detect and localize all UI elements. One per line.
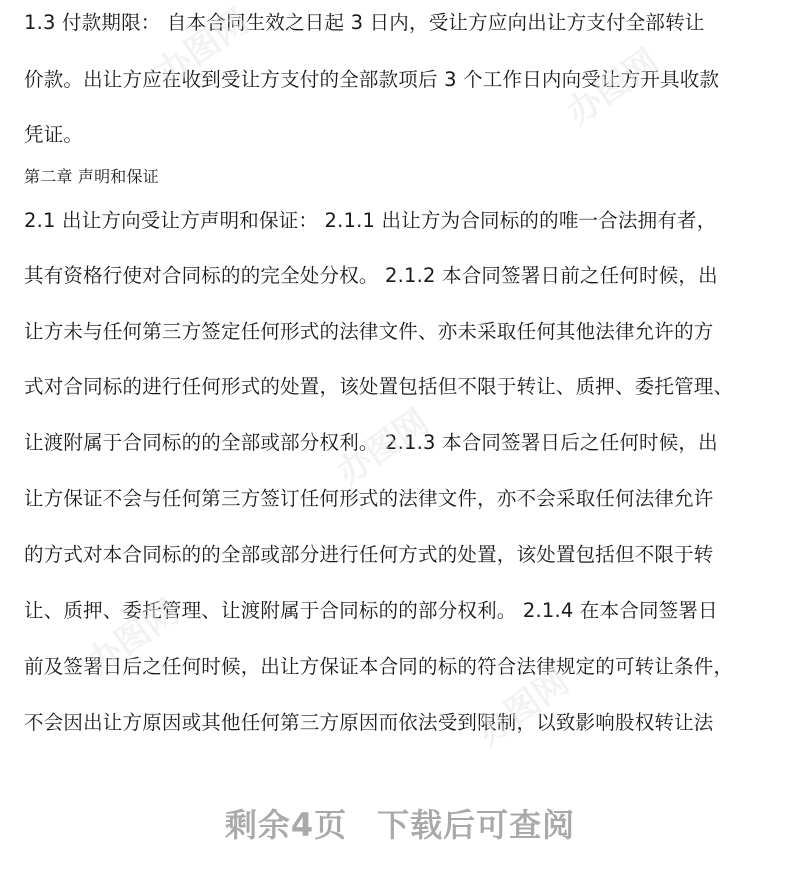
chapter-heading: 第二章 声明和保证	[24, 167, 159, 186]
text-line: 式对合同标的进行任何形式的处置，该处置包括但不限于转让、质押、委托管理、	[24, 375, 734, 398]
text-line: 前及签署日后之任何时候，出让方保证本合同的标的符合法律规定的可转让条件，	[24, 655, 734, 678]
text-line: 让方保证不会与任何第三方签订任何形式的法律文件，亦不会采取任何法律允许	[24, 487, 714, 510]
text-line: 其有资格行使对合同标的的完全处分权。 2.1.2 本合同签署日前之任何时候，出	[24, 264, 718, 287]
text-line: 让方未与任何第三方签定任何形式的法律文件、亦未采取任何其他法律允许的方	[24, 320, 714, 343]
remaining-pages-label: 剩余4页	[224, 806, 348, 844]
text-line: 凭证。	[24, 123, 84, 146]
text-line: 让渡附属于合同标的的全部或部分权利。 2.1.3 本合同签署日后之任何时候，出	[24, 431, 718, 454]
download-to-view-label: 下载后可查阅	[377, 806, 576, 844]
watermark: 办图网	[79, 591, 187, 684]
text-line: 不会因出让方原因或其他任何第三方原因而依法受到限制，以致影响股权转让法	[24, 711, 714, 734]
download-more-banner[interactable]	[0, 800, 800, 846]
text-line: 让、质押、委托管理、让渡附属于合同标的的部分权利。 2.1.4 在本合同签署日	[24, 599, 718, 622]
text-line: 价款。出让方应在收到受让方支付的全部款项后 3 个工作日内向受让方开具收款	[24, 68, 720, 91]
text-line: 1.3 付款期限： 自本合同生效之日起 3 日内，受让方应向出让方支付全部转让	[24, 11, 705, 34]
text-line: 的方式对本合同标的的全部或部分进行任何方式的处置，该处置包括但不限于转	[24, 543, 714, 566]
watermark: 办图网	[149, 1, 257, 94]
watermark: 办图网	[329, 401, 437, 494]
watermark: 办图网	[559, 41, 667, 134]
text-line: 2.1 出让方向受让方声明和保证： 2.1.1 出让方为合同标的的唯一合法拥有者，	[24, 209, 717, 232]
watermark: 办图网	[469, 661, 577, 754]
